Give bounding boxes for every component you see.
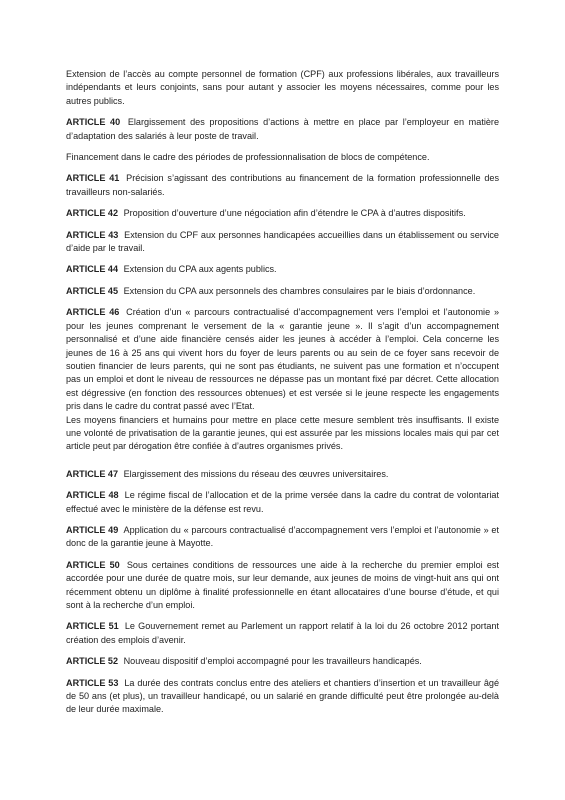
article-label: ARTICLE 50	[66, 559, 120, 570]
article-text: Extension du CPF aux personnes handicapées accueillies dans un établissement ou service d’aide par le travail.	[66, 229, 499, 254]
article-label: ARTICLE 47	[66, 468, 119, 479]
document-page	[66, 68, 499, 725]
article-52	[66, 655, 499, 668]
article-text: Extension du CPA aux personnels des chambres consulaires par le biais d’ordonnance.	[123, 285, 476, 296]
article-text: Elargissement des propositions d’actions à mettre en place par l’employeur en matière d’adaptation des salariés à leur poste de travail.	[66, 117, 500, 141]
article-text: Précision s’agissant des contributions au financement de la formation professionnelle des travailleurs non-salariés.	[66, 173, 500, 197]
article-text: Extension du CPA aux agents publics.	[123, 264, 277, 275]
article-label: ARTICLE 48	[66, 490, 119, 501]
article-text: Application du « parcours contractualisé d’accompagnement vers l’emploi et l’autonomie » et donc de la garantie jeune à Mayotte.	[66, 524, 499, 549]
article-50	[66, 559, 499, 613]
article-label: ARTICLE 46	[66, 307, 120, 318]
article-text: Nouveau dispositif d’emploi accompagné pour les travailleurs handicapés.	[123, 656, 422, 667]
article-48	[66, 489, 499, 516]
article-41	[66, 172, 499, 199]
financement-paragraph: Financement dans le cadre des périodes de professionnalisation de blocs de compétence.	[66, 152, 430, 163]
article-label: ARTICLE 51	[66, 621, 119, 632]
article-label: ARTICLE 42	[66, 208, 119, 219]
article-label: ARTICLE 49	[66, 524, 119, 535]
article-46	[66, 306, 499, 413]
article-label: ARTICLE 52	[66, 656, 119, 667]
article-text: Création d’un « parcours contractualisé d’accompagnement vers l’emploi et l’autonomie » pour les jeunes comprenant le versement de la « garantie jeune ». Il s’agit d’un accompagnement personnalisé et d’une aide financière censés aider les jeunes à accéder à l’emploi. Cela concerne les jeunes de 16 à 25 ans qui vivent hors du foyer de leurs parents ou au sein de ce foyer sans recevoir de soutien financier de leurs parents, qui ne sont pas étudiants, ne suivent pas une formation et n’occupent pas un emploi et dont le niveau de ressources ne dépasse pas un montant fixé par décret. Cette allocation est dégressive (en fonction des ressources obtenues) et est versée si le jeune respecte les engagements pris dans le cadre du contrat passé avec l’Etat.	[66, 307, 500, 412]
article-49	[66, 524, 499, 551]
article-text: Le régime fiscal de l’allocation et de la prime versée dans la cadre du contrat de volontariat effectué avec le ministère de la défense est revu.	[66, 490, 500, 514]
article-text: Proposition d’ouverture d’une négociation afin d’étendre le CPA à d’autres dispositifs.	[123, 208, 466, 219]
article-label: ARTICLE 53	[66, 677, 119, 688]
article-label: ARTICLE 45	[66, 285, 119, 296]
article-text: Sous certaines conditions de ressources une aide à la recherche du premier emploi est accordée pour une durée de quatre mois, sur leur demande, aux jeunes de moins de vingt-huit ans qui ont récemment obtenu un diplôme à finalité professionnelle en étant allocataires d’une bourse d’étude, et qui sont à la recherche d’un emploi.	[66, 559, 499, 610]
article-text: Le Gouvernement remet au Parlement un rapport relatif à la loi du 26 octobre 2012 portant création des emplois d’avenir.	[66, 621, 499, 645]
article-46-comment: Les moyens financiers et humains pour mettre en place cette mesure semblent très insuffisants. Il existe une volonté de privatisation de la garantie jeunes, qui est assurée par les missions locales mais qui par cet article peut par dérogation être confiée à d’autres organismes privés.	[66, 414, 499, 452]
article-42	[66, 207, 499, 220]
article-label: ARTICLE 43	[66, 229, 119, 240]
article-53	[66, 677, 499, 717]
article-44	[66, 263, 499, 276]
article-40	[66, 116, 499, 143]
article-label: ARTICLE 44	[66, 264, 119, 275]
article-label: ARTICLE 41	[66, 173, 120, 184]
article-51	[66, 620, 499, 647]
article-text: La durée des contrats conclus entre des ateliers et chantiers d’insertion et un travailleur âgé de 50 ans (et plus), un travailleur handicapé, ou un salarié en grande difficulté peut être prolongée au-delà de leur durée maximale.	[66, 677, 500, 715]
intro-paragraph: Extension de l’accès au compte personnel de formation (CPF) aux professions libérales, aux travailleurs indépendants et leurs conjoints, sans pour autant y associer les moyens nécessaires, comme pour les autres publics.	[66, 69, 499, 106]
article-47	[66, 468, 499, 481]
article-label: ARTICLE 40	[66, 117, 121, 128]
article-45	[66, 285, 499, 298]
article-text: Elargissement des missions du réseau des œuvres universitaires.	[123, 468, 389, 479]
article-43	[66, 229, 499, 256]
